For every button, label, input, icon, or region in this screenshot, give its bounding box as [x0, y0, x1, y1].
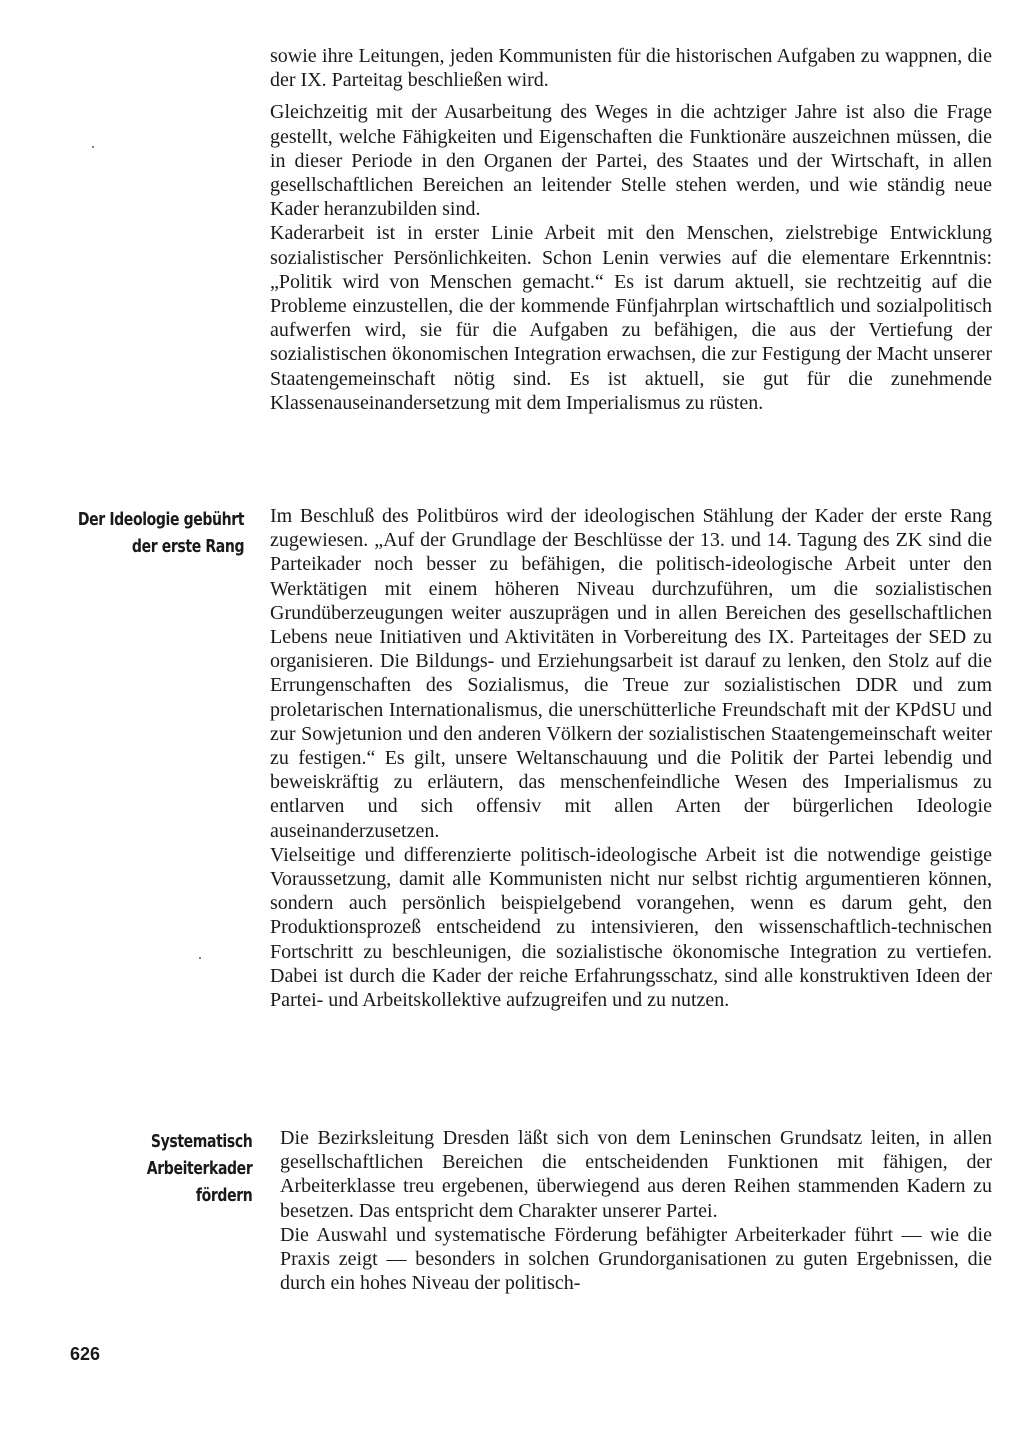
- paragraph: Vielseitige und differenzierte politisch-ideologische Arbeit ist die notwendige geistige Voraussetzung, damit alle Kommunisten nicht nur selbst richtig argumentieren können, sondern auch persönlich beispielgebend vorangehen, wenn es darum geht, den Produktionsprozeß entscheidend zu intensivieren, den wissenschaftlich-technischen Fortschritt zu beschleunigen, die sozialistische ökonomische Integration zu vertiefen. Dabei ist durch die Kader der reiche Erfahrungsschatz, sind alle konstruktiven Ideen der Partei- und Arbeitskollektive aufzugreifen und zu nutzen.: [270, 843, 992, 1012]
- text-block-2: [270, 504, 992, 1012]
- side-heading-line: fördern: [195, 1185, 252, 1206]
- margin-mark: [92, 146, 94, 148]
- paragraph: Im Beschluß des Politbüros wird der ideologischen Stählung der Kader der erste Rang zugewiesen. „Auf der Grundlage der Beschlüsse der 13. und 14. Tagung des ZK sind die Parteikader noch besser zu befähigen, die politisch-ideologische Arbeit unter den Werktätigen mit einem höheren Niveau durchzuführen, um die sozialistischen Grundüberzeugungen weiter auszuprägen und in allen Bereichen des gesellschaftlichen Lebens neue Initiativen und Aktivitäten in Vorbereitung des IX. Parteitages der SED zu organisieren. Die Bildungs- und Erziehungsarbeit ist darauf zu lenken, den Stolz auf die Errungenschaften des Sozialismus, die Treue zur sozialistischen DDR und zum proletarischen Internationalismus, die unerschütterliche Freundschaft mit der KPdSU und zur Sowjetunion und den anderen Völkern der sozialistischen Staatengemeinschaft weiter zu festigen.“ Es gilt, unsere Weltanschauung und die Politik der Partei lebendig und beweiskräftig zu erläutern, das menschenfeindliche Wesen des Imperialismus zu entlarven und sich offensiv mit allen Arten der bürgerlichen Ideologie auseinanderzusetzen.: [270, 505, 992, 842]
- margin-mark: [199, 957, 201, 959]
- side-heading-line: Der Ideologie gebührt: [77, 509, 244, 530]
- side-heading-line: der erste Rang: [131, 536, 244, 557]
- text-block-3: [280, 1126, 992, 1295]
- side-heading-ideology: [78, 506, 244, 560]
- paragraph: sowie ihre Leitungen, jeden Kommunisten für die historischen Aufgaben zu wappnen, die der IX. Parteitag beschließen wird.: [270, 45, 992, 92]
- paragraph: Kaderarbeit ist in erster Linie Arbeit mit den Menschen, zielstrebige Entwicklung sozialistischer Persönlichkeiten. Schon Lenin verwies auf die elementare Erkenntnis: „Politik wird von Menschen gemacht.“ Es ist darum aktuell, sie rechtzeitig auf die Probleme einzustellen, die der kommende Fünfjahrplan wirtschaftlich und sozialpolitisch aufwerfen wird, sie für die Aufgaben zu befähigen, die aus der Vertiefung der sozialistischen ökonomischen Integration erwachsen, die zur Festigung der Macht unserer Staatengemeinschaft nötig sind. Es ist aktuell, sie gut für die zunehmende Klassenauseinandersetzung mit dem Imperialismus zu rüsten.: [270, 222, 992, 414]
- side-heading-line: Systematisch: [150, 1131, 252, 1152]
- paragraph: Die Bezirksleitung Dresden läßt sich von dem Leninschen Grundsatz leiten, in allen gesellschaftlichen Bereichen die entscheidenden Funktionen mit fähigen, der Arbeiterklasse treu ergebenen, überwiegend aus deren Reihen stammenden Kadern zu besetzen. Das entspricht dem Charakter unserer Partei.: [280, 1127, 992, 1222]
- side-heading-cadre: [146, 1128, 252, 1209]
- text-block-1: [270, 44, 992, 415]
- paragraph: Die Auswahl und systematische Förderung befähigter Arbeiterkader führt — wie die Praxis zeigt — besonders in solchen Grundorganisationen zu guten Ergebnissen, die durch ein hohes Niveau der politisch-: [280, 1223, 992, 1295]
- page-number: 626: [70, 1344, 101, 1364]
- paragraph: Gleichzeitig mit der Ausarbeitung des Weges in die achtziger Jahre ist also die Frage gestellt, welche Fähigkeiten und Eigenschaften die Funktionäre auszeichnen müssen, die in dieser Periode in den Organen der Partei, des Staates und der Wirtschaft, in allen gesellschaftlichen Bereichen an leitender Stelle stehen werden, und wie ständig neue Kader heranzubilden sind.: [270, 101, 992, 221]
- side-heading-line: Arbeiterkader: [146, 1158, 252, 1179]
